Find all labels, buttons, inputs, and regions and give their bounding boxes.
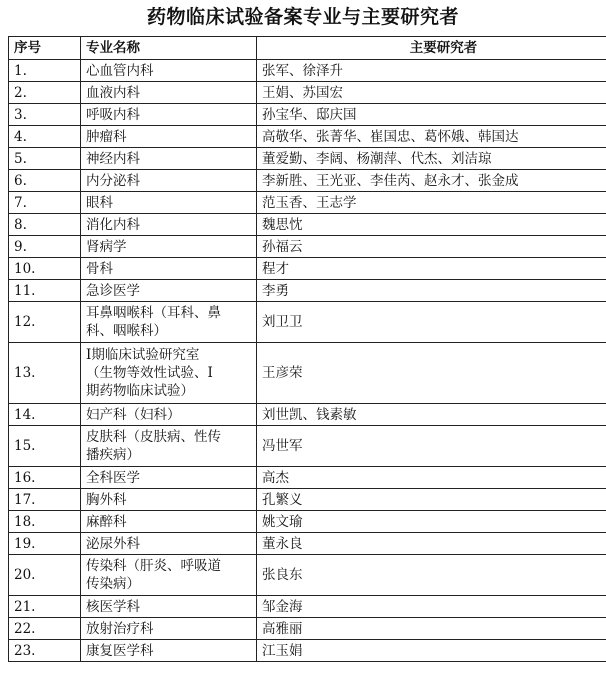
table-row bbox=[9, 533, 606, 555]
serial-number-cell: 1. bbox=[9, 60, 81, 82]
specialty-line: 肿瘤科 bbox=[86, 128, 127, 145]
table-row bbox=[9, 192, 606, 214]
investigators-cell: 孙福云 bbox=[257, 236, 606, 258]
specialty-cell bbox=[81, 192, 257, 214]
serial-number-cell: 3. bbox=[9, 104, 81, 126]
header-serial-number: 序号 bbox=[9, 37, 81, 60]
specialty-line: 肾病学 bbox=[86, 238, 127, 255]
serial-number-cell: 6. bbox=[9, 170, 81, 192]
specialty-cell bbox=[81, 467, 257, 489]
table-row bbox=[9, 343, 606, 404]
serial-number-cell: 14. bbox=[9, 404, 81, 426]
table-body bbox=[9, 60, 606, 662]
specialty-line: 内分泌科 bbox=[86, 172, 140, 189]
investigators-cell: 张军、徐泽升 bbox=[257, 60, 606, 82]
serial-number-cell: 11. bbox=[9, 280, 81, 302]
investigators-cell: 冯世军 bbox=[257, 426, 606, 467]
specialty-cell bbox=[81, 60, 257, 82]
investigators-cell: 程才 bbox=[257, 258, 606, 280]
table-row bbox=[9, 618, 606, 640]
specialty-cell bbox=[81, 489, 257, 511]
specialty-line: 骨科 bbox=[86, 260, 113, 277]
serial-number-cell: 12. bbox=[9, 302, 81, 343]
specialty-line: 神经内科 bbox=[86, 150, 140, 167]
specialty-line: 胸外科 bbox=[86, 491, 127, 508]
specialty-cell bbox=[81, 280, 257, 302]
investigators-cell: 江玉娟 bbox=[257, 640, 606, 662]
investigators-cell: 高敬华、张菁华、崔国忠、葛怀娥、韩国达 bbox=[257, 126, 606, 148]
specialty-line: 传染病） bbox=[86, 576, 140, 592]
investigators-cell: 王娟、苏国宏 bbox=[257, 82, 606, 104]
specialty-cell bbox=[81, 214, 257, 236]
serial-number-cell: 22. bbox=[9, 618, 81, 640]
specialty-cell bbox=[81, 258, 257, 280]
page-title: 药物临床试验备案专业与主要研究者 bbox=[146, 6, 459, 28]
specialty-line: Ⅰ期临床试验研究室 bbox=[86, 347, 200, 363]
table-row bbox=[9, 280, 606, 302]
specialty-line: 呼吸内科 bbox=[86, 106, 140, 123]
specialty-cell bbox=[81, 640, 257, 662]
investigators-cell: 董爱勤、李阔、杨潮萍、代杰、刘洁琼 bbox=[257, 148, 606, 170]
specialty-cell bbox=[81, 618, 257, 640]
investigators-cell: 高雅丽 bbox=[257, 618, 606, 640]
specialty-line: 皮肤科（皮肤病、性传 bbox=[86, 429, 221, 445]
serial-number-cell: 10. bbox=[9, 258, 81, 280]
table-row bbox=[9, 489, 606, 511]
table-row bbox=[9, 258, 606, 280]
serial-number-cell: 2. bbox=[9, 82, 81, 104]
investigators-cell: 孙宝华、邸庆国 bbox=[257, 104, 606, 126]
specialty-line: 妇产科（妇科） bbox=[86, 406, 181, 423]
specialty-cell bbox=[81, 170, 257, 192]
investigators-cell: 王彦荣 bbox=[257, 343, 606, 404]
specialty-line: 消化内科 bbox=[86, 216, 140, 233]
serial-number-cell: 8. bbox=[9, 214, 81, 236]
specialty-cell bbox=[81, 555, 257, 596]
specialty-cell bbox=[81, 404, 257, 426]
table-row bbox=[9, 426, 606, 467]
table-row bbox=[9, 555, 606, 596]
investigators-cell: 李勇 bbox=[257, 280, 606, 302]
specialty-line: 麻醉科 bbox=[86, 513, 127, 530]
specialty-line: 血液内科 bbox=[86, 84, 140, 101]
table-row bbox=[9, 236, 606, 258]
serial-number-cell: 23. bbox=[9, 640, 81, 662]
investigator-table bbox=[8, 36, 606, 662]
specialty-line: 播疾病） bbox=[86, 447, 140, 463]
serial-number-cell: 20. bbox=[9, 555, 81, 596]
table-row bbox=[9, 126, 606, 148]
table-row bbox=[9, 60, 606, 82]
table-row bbox=[9, 596, 606, 618]
table-header-row bbox=[9, 37, 606, 60]
serial-number-cell: 21. bbox=[9, 596, 81, 618]
specialty-cell bbox=[81, 82, 257, 104]
specialty-line: （生物等效性试验、Ⅰ bbox=[86, 365, 213, 381]
specialty-cell bbox=[81, 126, 257, 148]
specialty-cell bbox=[81, 511, 257, 533]
investigators-cell: 李新胜、王光亚、李佳芮、赵永才、张金成 bbox=[257, 170, 606, 192]
serial-number-cell: 15. bbox=[9, 426, 81, 467]
specialty-line: 核医学科 bbox=[86, 598, 140, 615]
specialty-line: 急诊医学 bbox=[86, 282, 140, 299]
investigators-cell: 刘卫卫 bbox=[257, 302, 606, 343]
table-row bbox=[9, 104, 606, 126]
specialty-cell bbox=[81, 596, 257, 618]
specialty-line: 心血管内科 bbox=[86, 62, 154, 79]
specialty-line: 期药物临床试验） bbox=[86, 383, 194, 399]
serial-number-cell: 17. bbox=[9, 489, 81, 511]
specialty-line: 全科医学 bbox=[86, 469, 140, 486]
specialty-cell bbox=[81, 426, 257, 467]
table-row bbox=[9, 511, 606, 533]
investigators-cell: 范玉香、王志学 bbox=[257, 192, 606, 214]
investigators-cell: 高杰 bbox=[257, 467, 606, 489]
header-investigators: 主要研究者 bbox=[257, 37, 606, 60]
specialty-line: 眼科 bbox=[86, 194, 113, 211]
investigators-cell: 姚文瑜 bbox=[257, 511, 606, 533]
specialty-cell bbox=[81, 236, 257, 258]
investigators-cell: 刘世凯、钱素敏 bbox=[257, 404, 606, 426]
table-row bbox=[9, 148, 606, 170]
table-row bbox=[9, 302, 606, 343]
table-row bbox=[9, 404, 606, 426]
header-specialty: 专业名称 bbox=[81, 37, 257, 60]
serial-number-cell: 13. bbox=[9, 343, 81, 404]
specialty-line: 科、咽喉科） bbox=[86, 323, 167, 339]
serial-number-cell: 7. bbox=[9, 192, 81, 214]
specialty-line: 泌尿外科 bbox=[86, 535, 140, 552]
specialty-cell bbox=[81, 343, 257, 404]
specialty-line: 传染科（肝炎、呼吸道 bbox=[86, 558, 221, 574]
specialty-cell bbox=[81, 302, 257, 343]
serial-number-cell: 19. bbox=[9, 533, 81, 555]
investigators-cell: 张良东 bbox=[257, 555, 606, 596]
specialty-cell bbox=[81, 148, 257, 170]
specialty-line: 康复医学科 bbox=[86, 642, 154, 659]
serial-number-cell: 18. bbox=[9, 511, 81, 533]
serial-number-cell: 4. bbox=[9, 126, 81, 148]
specialty-cell bbox=[81, 104, 257, 126]
serial-number-cell: 16. bbox=[9, 467, 81, 489]
table-row bbox=[9, 170, 606, 192]
investigators-cell: 孔繁义 bbox=[257, 489, 606, 511]
table-row bbox=[9, 82, 606, 104]
investigators-cell: 魏思忱 bbox=[257, 214, 606, 236]
table-row bbox=[9, 640, 606, 662]
investigators-cell: 邹金海 bbox=[257, 596, 606, 618]
investigators-cell: 董永良 bbox=[257, 533, 606, 555]
specialty-line: 耳鼻咽喉科（耳科、鼻 bbox=[86, 305, 221, 321]
serial-number-cell: 5. bbox=[9, 148, 81, 170]
specialty-line: 放射治疗科 bbox=[86, 620, 154, 637]
table-row bbox=[9, 214, 606, 236]
table-row bbox=[9, 467, 606, 489]
specialty-cell bbox=[81, 533, 257, 555]
serial-number-cell: 9. bbox=[9, 236, 81, 258]
